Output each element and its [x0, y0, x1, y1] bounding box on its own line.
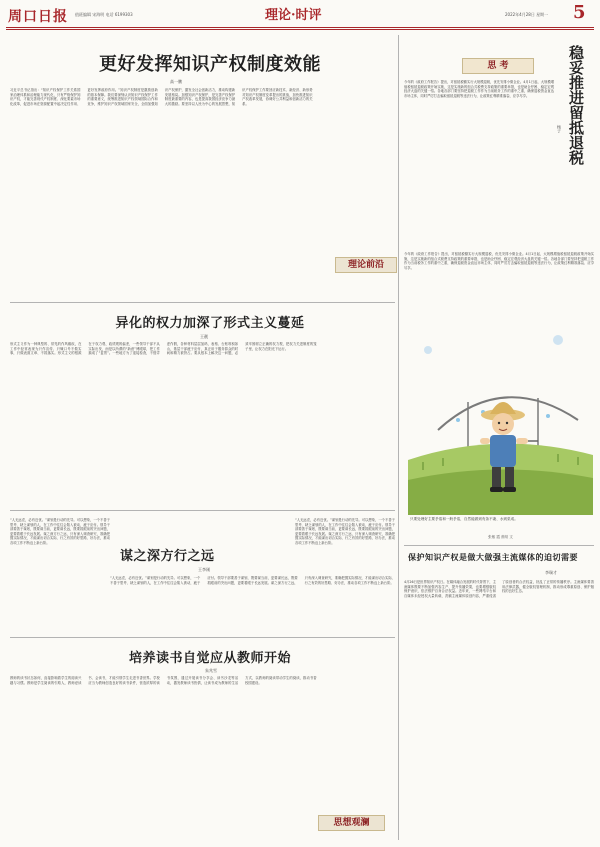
- newspaper-logo: 周口日报: [8, 9, 68, 25]
- thought-tag: 思想观澜: [318, 815, 385, 831]
- theory-frontier-tag: 理论前沿: [335, 257, 397, 273]
- essay-author: 杨子: [557, 125, 562, 133]
- article4-body: 教师的读书状态如何，直接影响着学生的阅读兴趣与习惯。教师是学生阅读的引路人，教师爱读书、会读书，才能引领学生走进书香世界。学校应当为教师创造良好的读书条件，营造浓厚的读书氛围，通过开展读书分享会、读书沙龙等活动，激发教师读书热情，让读书成为教师的生活方式，以教师的阅读带动学生的阅读，推动书香校园建设。: [10, 676, 317, 685]
- article1-title: 更好发挥知识产权制度效能: [99, 54, 321, 75]
- section-title: 理论·时评: [265, 8, 322, 23]
- article5-body: 4月26日是世界知识产权日。在媒体融合发展的时代背景下，主流媒体既要不断加强内容生产、提升传播效果，也要增强版权保护意识，依法维护自身合法权益。近年来，一些网络平台和自媒体未经授权大量转载、洗稿主流媒体原创内容，严重侵害了原创者的合法权益，扰乱了正常的传播秩序。主流媒体要善用法律武器，健全版权管理机制，推动形成尊重原创、保护版权的良好生态。: [404, 580, 594, 598]
- column-divider: [398, 35, 399, 840]
- essay-title: 稳妥推进留抵退税: [567, 45, 585, 165]
- article2-title: 异化的权力加深了形式主义蔓延: [115, 316, 305, 331]
- article2-body: 形式主义作为一种典型的、常见的作风痼疾，在工作中经常表现为只作宣传、只喊口号不做实事，只做表面文章、不抓落实。形式主义的根源在于权力观、政绩观的偏差，一些领导干部不从实际出发，而是以所谓的“新意”博眼球，把工作搞成了“盆景”。一些地方为了迎接检查，不惜弄虚作假，各种材料层层加码，表格、台账堆积如山，基层干部疲于应付，真正用于服务群众的时间和精力被挤占。要从根本上解决这一问题，必须牢固树立正确的权力观，把权力关进制度的笼子里，让权力在阳光下运行。: [10, 342, 317, 356]
- article3-body: “人无远虑，必有近忧。”谋划是行动的先导。可以想象，一个不善于思考、缺乏谋划的人，在工作中往往会陷入被动，疲于应付。领导干部要善于谋划，既要谋当前，更要谋长远，既要抓眼前的突出问题，更要着眼于长远发展。谋之深方行之远，只有深入调查研究，准确把握实际情况，才能谋出切合实际、行之有效的好思路、好办法，推动各项工作不断迈上新台阶。: [110, 576, 395, 585]
- article3-title: 谋之深方行之远: [120, 549, 215, 564]
- farmer-field-illustration: [408, 320, 593, 515]
- editor-info: 值班编辑 宋海明 电话 6199303: [75, 12, 133, 17]
- essay-body-continued: 今年的《政府工作报告》提出，对留抵税额实行大规模退税，优先安排小微企业。4月1日起，大规模增值税留抵退税政策开始实施，这是实施新的组合式税费支持政策的重要举措，也是助企纾困、稳定宏观经济大盘的关键一招。各地各部门要坚持把退税工作作为当前税务工作的重中之重，确保退税资金直达市场主体，同时严厉打击骗取留抵退税等违法行为，让政策红利精准落袋、应享尽享。: [404, 252, 594, 270]
- cartoon-illustration: [408, 320, 593, 515]
- article3-author: 王李刚: [198, 567, 210, 572]
- illustration-caption: 只要处理好主要矛盾和一般矛盾，自然能做到有条不紊、水到渠成。: [410, 517, 518, 521]
- article3-body-right: “人无远虑，必有近忧。”谋划是行动的先导。可以想象，一个不善于思考、缺乏谋划的人，在工作中往往会陷入被动，疲于应付。领导干部要善于谋划，既要谋当前，更要谋长远，既要抓眼前的突出问题，更要着眼于长远发展。谋之深方行之远，只有深入调查研究，准确把握实际情况，才能谋出切合实际、行之有效的好思路、好办法，推动各项工作不断迈上新台阶。: [295, 518, 395, 545]
- essay-tag: 思 考: [462, 58, 534, 74]
- article1-body: 习近平总书记指出：“知识产权保护工作关系国家治理体系和治理能力现代化，只有严格保护知识产权，才能完善现代产权制度、深化要素市场化改革，促进市场在资源配置中起决定性作用、更好发挥政府作用。”知识产权制度是激励创新的基本保障。我们要深刻认识知识产权保护工作的重要意义，统筹推进知识产权领域国际合作和竞争，维护知识产权领域国家安全，全面加强知识产权保护，激发全社会创新活力，推动构建新发展格局。加强知识产权保护，是完善产权保护制度最重要的内容，也是提高我国经济竞争力最大的激励。要坚持以人民为中心的发展思想，知识产权保护工作要回应新技术、新经济、新形势对知识产权制度变革提出的挑战，加快推进知识产权改革发展，协调好公共利益和创新活力的关系。: [10, 88, 313, 106]
- article2-author: 王靓: [200, 334, 208, 339]
- divider-1: [10, 302, 395, 303]
- article5-title: 保护知识产权是做大做强主流媒体的迫切需要: [408, 552, 578, 562]
- divider-right: [404, 545, 594, 546]
- page-number: 5: [573, 2, 586, 23]
- article4-title: 培养读书自觉应从教师开始: [128, 651, 291, 666]
- illustration-credit: 张敏 霞 鼎易 文: [488, 535, 513, 539]
- masthead-rule-thin: [6, 29, 594, 30]
- issue-date: 2022年4月28日 星期一: [505, 12, 549, 17]
- divider-3: [10, 637, 395, 638]
- divider-2: [10, 510, 395, 511]
- essay-body: 今年的《政府工作报告》提出，对留抵税额实行大规模退税，优先安排小微企业。4月1日起，大规模增值税留抵退税政策开始实施，这是实施新的组合式税费支持政策的重要举措，也是助企纾困、稳定宏观经济大盘的关键一招。各地各部门要坚持把退税工作作为当前税务工作的重中之重，确保退税资金直达市场主体，同时严厉打击骗取留抵退税等违法行为，让政策红利精准落袋、应享尽享。: [404, 80, 554, 98]
- masthead-rule: [6, 27, 594, 28]
- article5-author: 李瑞才: [545, 570, 557, 575]
- article1-author: 高一鹏: [170, 79, 182, 84]
- article3-body-left: “人无远虑，必有近忧。”谋划是行动的先导。可以想象，一个不善于思考、缺乏谋划的人，在工作中往往会陷入被动，疲于应付。领导干部要善于谋划，既要谋当前，更要谋长远，既要抓眼前的突出问题，更要着眼于长远发展。谋之深方行之远，只有深入调查研究，准确把握实际情况，才能谋出切合实际、行之有效的好思路、好办法，推动各项工作不断迈上新台阶。: [10, 518, 110, 545]
- article4-author: 朱兆雪: [205, 668, 217, 673]
